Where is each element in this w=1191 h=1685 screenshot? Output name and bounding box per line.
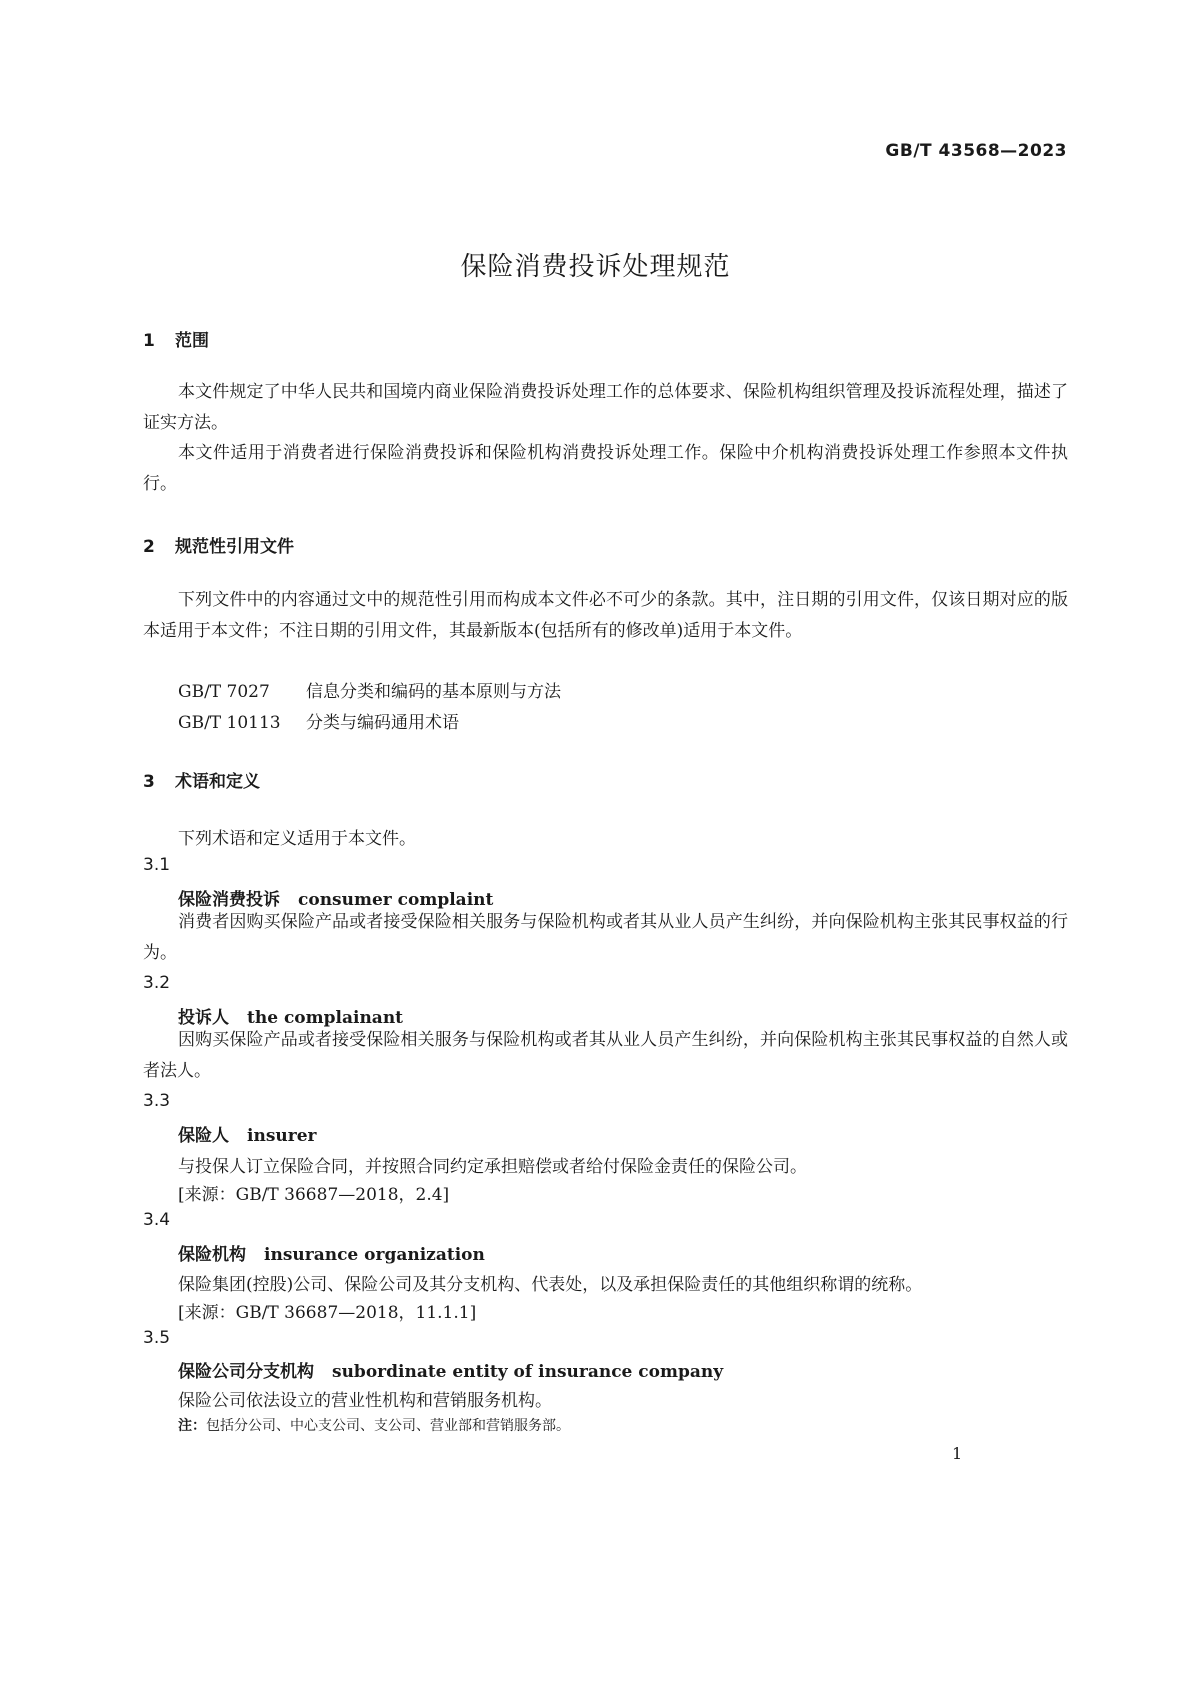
term-definition: 与投保人订立保险合同，并按照合同约定承担赔偿或者给付保险金责任的保险公司。 xyxy=(178,1157,807,1177)
term-definition: 保险集团(控股)公司、保险公司及其分支机构、代表处，以及承担保险责任的其他组织称谓的统称。 xyxy=(178,1275,923,1295)
term-number: 3.5 xyxy=(143,1328,171,1348)
term-heading xyxy=(178,1240,485,1265)
normative-reference xyxy=(178,708,459,733)
reference-code: GB/T 10113 xyxy=(178,713,281,733)
term-definition: 保险公司依法设立的营业性机构和营销服务机构。 xyxy=(178,1391,552,1411)
section-number: 1 xyxy=(143,331,155,351)
reference-code: GB/T 7027 xyxy=(178,682,270,702)
section-2-heading xyxy=(143,532,294,557)
section-1-paragraph-1: 本文件规定了中华人民共和国境内商业保险消费投诉处理工作的总体要求、保险机构组织管理及投诉流程处理，描述了证实方法。 xyxy=(143,382,1068,433)
term-english: insurer xyxy=(247,1126,317,1146)
section-title: 范围 xyxy=(175,331,209,351)
term-definition: 消费者因购买保险产品或者接受保险相关服务与保险机构或者其从业人员产生纠纷，并向保险机构主张其民事权益的行为。 xyxy=(143,912,1068,963)
term-number: 3.3 xyxy=(143,1091,171,1111)
reference-title: 分类与编码通用术语 xyxy=(306,713,459,733)
page-number: 1 xyxy=(952,1444,963,1463)
term-english: consumer complaint xyxy=(298,890,494,910)
reference-title: 信息分类和编码的基本原则与方法 xyxy=(306,682,561,702)
term-source: [来源：GB/T 36687—2018，2.4] xyxy=(178,1185,450,1205)
term-english: subordinate entity of insurance company xyxy=(332,1362,724,1382)
section-1-paragraph-2: 本文件适用于消费者进行保险消费投诉和保险机构消费投诉处理工作。保险中介机构消费投诉处理工作参照本文件执行。 xyxy=(143,443,1068,494)
term-number: 3.4 xyxy=(143,1210,171,1230)
note-label: 注： xyxy=(178,1418,206,1434)
document-title: 保险消费投诉处理规范 xyxy=(460,252,731,282)
note-text: 包括分公司、中心支公司、支公司、营业部和营销服务部。 xyxy=(206,1418,570,1434)
section-1-heading xyxy=(143,326,209,351)
term-definition: 因购买保险产品或者接受保险相关服务与保险机构或者其从业人员产生纠纷，并向保险机构主张其民事权益的自然人或者法人。 xyxy=(143,1030,1068,1081)
term-chinese: 保险公司分支机构 xyxy=(178,1362,314,1382)
term-chinese: 保险消费投诉 xyxy=(178,890,280,910)
term-chinese: 保险人 xyxy=(178,1126,229,1146)
term-number: 3.1 xyxy=(143,855,171,875)
term-source: [来源：GB/T 36687—2018，11.1.1] xyxy=(178,1303,477,1323)
section-2-paragraph-1: 下列文件中的内容通过文中的规范性引用而构成本文件必不可少的条款。其中，注日期的引用文件，仅该日期对应的版本适用于本文件；不注日期的引用文件，其最新版本(包括所有的修改单)适用于本文件。 xyxy=(143,590,1068,641)
section-3-intro: 下列术语和定义适用于本文件。 xyxy=(178,829,416,849)
term-chinese: 投诉人 xyxy=(178,1008,229,1028)
term-heading xyxy=(178,1357,723,1382)
section-3-heading xyxy=(143,767,260,792)
term-english: the complainant xyxy=(247,1008,404,1028)
term-heading xyxy=(178,1121,316,1146)
section-number: 3 xyxy=(143,772,155,792)
term-chinese: 保险机构 xyxy=(178,1245,246,1265)
term-english: insurance organization xyxy=(264,1245,485,1265)
normative-reference xyxy=(178,677,561,702)
term-note xyxy=(178,1415,570,1435)
term-number: 3.2 xyxy=(143,973,171,993)
section-title: 规范性引用文件 xyxy=(175,537,294,557)
document-code: GB/T 43568—2023 xyxy=(885,141,1067,161)
section-title: 术语和定义 xyxy=(175,772,260,792)
section-number: 2 xyxy=(143,537,155,557)
